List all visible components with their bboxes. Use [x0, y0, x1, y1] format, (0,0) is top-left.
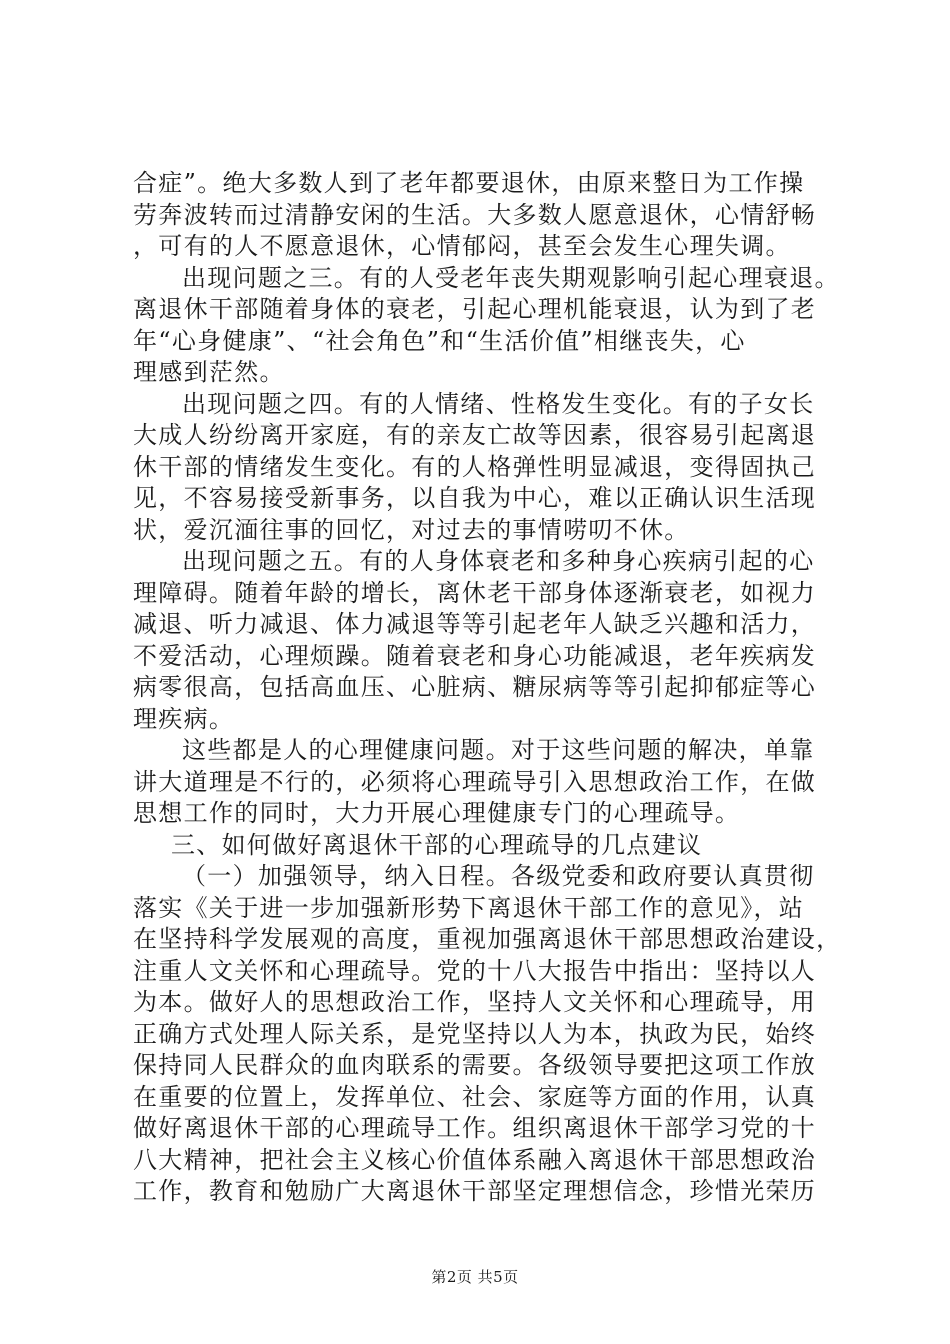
- text-line: 讲大道理是不行的，必须将心理疏导引入思想政治工作，在做: [133, 767, 817, 796]
- document-body: [133, 168, 853, 1208]
- text-line: 注重人文关怀和心理疏导。党的十八大报告中指出：坚持以人: [133, 956, 817, 985]
- text-line: 状，爱沉湎往事的回忆，对过去的事情唠叨不休。: [133, 515, 690, 544]
- text-line: 保持同人民群众的血肉联系的需要。各级领导要把这项工作放: [133, 1051, 817, 1079]
- text-line: 减退、听力减退、体力减退等等引起老年人缺乏兴趣和活力，: [133, 610, 817, 638]
- paragraph-start-line: 出现问题之四。有的人情绪、性格发生变化。有的子女长: [182, 389, 815, 418]
- text-line: 年“心身健康”、“社会角色”和“生活价值”相继丧失，心: [133, 326, 746, 355]
- text-line: 合症”。绝大多数人到了老年都要退休，由原来整日为工作操: [133, 169, 805, 197]
- section-heading: 三、如何做好离退休干部的心理疏导的几点建议: [171, 830, 703, 859]
- text-line: 休干部的情绪发生变化。有的人格弹性明显减退，变得固执己: [133, 452, 817, 481]
- text-line: 理障碍。随着年龄的增长，离休老干部身体逐渐衰老，如视力: [133, 578, 817, 607]
- text-line: 大成人纷纷离开家庭，有的亲友亡故等因素，很容易引起离退: [133, 421, 817, 449]
- text-line: 在重要的位置上，发挥单位、社会、家庭等方面的作用，认真: [133, 1082, 817, 1111]
- text-line: 正确方式处理人际关系，是党坚持以人为本，执政为民，始终: [133, 1019, 817, 1048]
- text-line: 理疾病。: [133, 704, 235, 733]
- paragraph-start-line: 出现问题之三。有的人受老年丧失期观影响引起心理衰退。: [182, 263, 840, 292]
- paragraph-start-line: 这些都是人的心理健康问题。对于这些问题的解决，单靠: [182, 736, 815, 764]
- text-line: 思想工作的同时，大力开展心理健康专门的心理疏导。: [133, 799, 741, 827]
- text-line: 八大精神，把社会主义核心价值体系融入离退休干部思想政治: [133, 1145, 817, 1174]
- text-line: 落实《关于进一步加强新形势下离退休干部工作的意见》，站: [133, 893, 805, 922]
- text-line: 为本。做好人的思想政治工作，坚持人文关怀和心理疏导，用: [133, 988, 817, 1016]
- text-line: 离退休干部随着身体的衰老，引起心理机能衰退，认为到了老: [133, 295, 817, 323]
- text-line: 病零很高，包括高血压、心脏病、糖尿病等等引起抑郁症等心: [133, 673, 817, 701]
- text-line: 工作，教育和勉励广大离退休干部坚定理想信念，珍惜光荣历: [133, 1177, 817, 1205]
- text-line: 在坚持科学发展观的高度，重视加强离退休干部思想政治建设，: [133, 925, 842, 953]
- paragraph-start-line: 出现问题之五。有的人身体衰老和多种身心疾病引起的心: [182, 547, 815, 575]
- text-line: 做好离退休干部的心理疏导工作。组织离退休干部学习党的十: [133, 1114, 817, 1142]
- page-number-footer: 第2页 共5页: [431, 1268, 519, 1286]
- paragraph-start-line: （一）加强领导，纳入日程。各级党委和政府要认真贯彻: [182, 862, 815, 890]
- text-line: 劳奔波转而过清静安闲的生活。大多数人愿意退休，心情舒畅: [133, 200, 817, 229]
- text-line: ，可有的人不愿意退休，心情郁闷，甚至会发生心理失调。: [133, 232, 791, 260]
- text-line: 见，不容易接受新事务，以自我为中心，难以正确认识生活现: [133, 484, 817, 512]
- text-line: 不爱活动，心理烦躁。随着衰老和身心功能减退，老年疾病发: [133, 641, 817, 670]
- text-line: 理感到茫然。: [133, 358, 285, 386]
